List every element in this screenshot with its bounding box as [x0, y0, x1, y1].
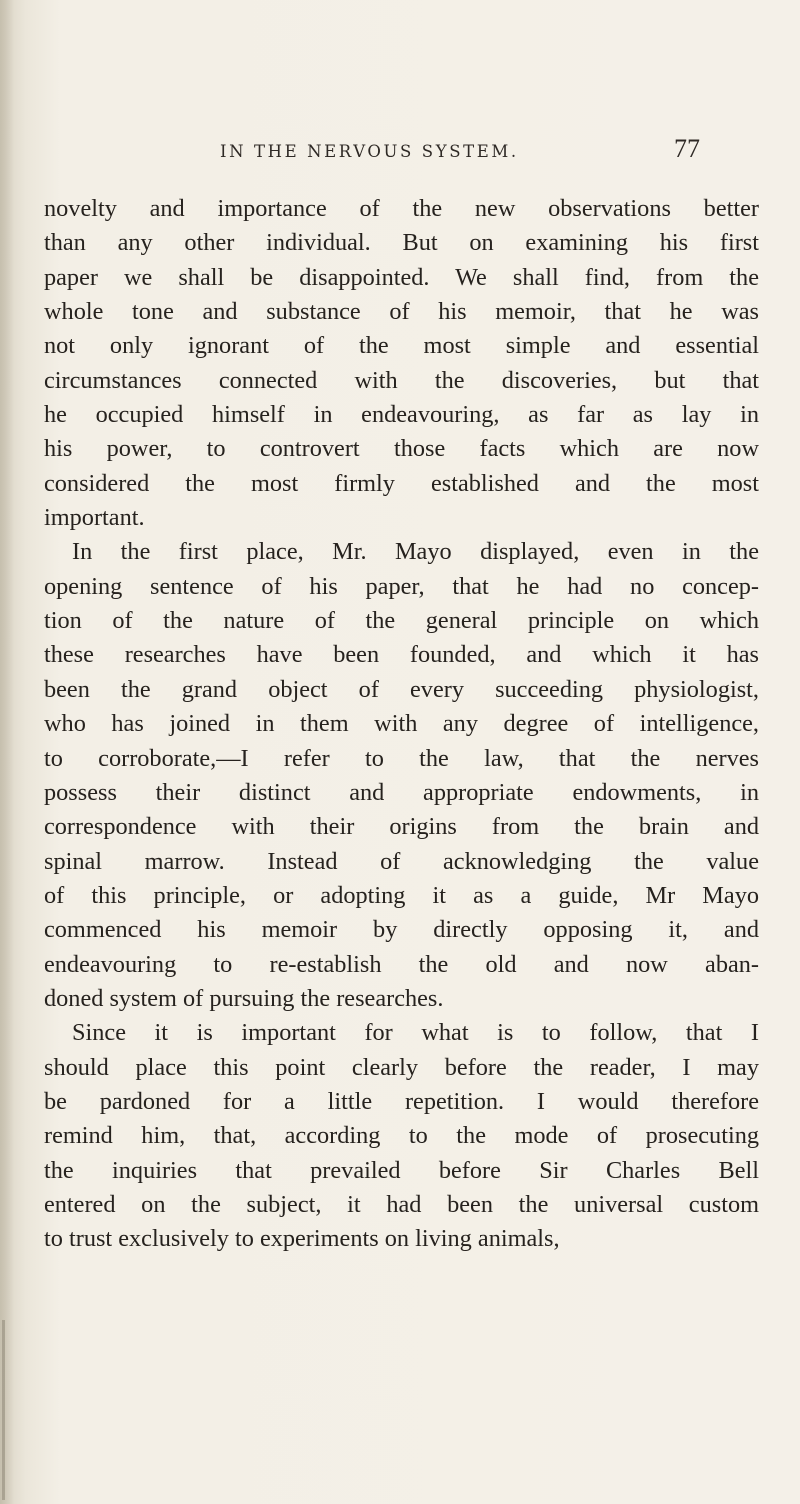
- text-line: to corroborate,—I refer to the law, that the nerves: [44, 744, 759, 772]
- binding-mark: [2, 1320, 5, 1500]
- text-line: possess their distinct and appropriate endowments, in: [44, 778, 759, 806]
- text-line: endeavouring to re-establish the old and now aban-: [44, 950, 759, 978]
- text-line: his power, to controvert those facts which are now: [44, 435, 759, 463]
- text-line: important.: [44, 504, 145, 532]
- running-head: [180, 134, 700, 166]
- text-line: tion of the nature of the general principle on which: [44, 607, 759, 635]
- gutter-shadow: [0, 0, 14, 1504]
- text-line: novelty and importance of the new observations better: [44, 195, 759, 222]
- text-line: spinal marrow. Instead of acknowledging the value: [44, 847, 759, 875]
- text-line: be pardoned for a little repetition. I would therefore: [44, 1087, 759, 1115]
- text-line: of this principle, or adopting it as a guide, Mr Mayo: [44, 881, 759, 909]
- text-line: correspondence with their origins from the brain and: [44, 813, 759, 841]
- text-line: these researches have been founded, and which it has: [44, 641, 759, 669]
- text-line: than any other individual. But on examining his first: [44, 229, 759, 257]
- text-line: to trust exclusively to experiments on living animals,: [44, 1225, 560, 1253]
- text-line: paper we shall be disappointed. We shall find, from the: [44, 263, 759, 291]
- text-line: the inquiries that prevailed before Sir Charles Bell: [44, 1156, 759, 1184]
- text-line: entered on the subject, it had been the universal custom: [44, 1190, 759, 1218]
- paragraph-start-line: In the first place, Mr. Mayo displayed, even in the: [72, 538, 759, 566]
- text-line: doned system of pursuing the researches.: [44, 984, 444, 1012]
- paragraph-start-line: Since it is important for what is to follow, that I: [72, 1019, 759, 1047]
- text-line: circumstances connected with the discoveries, but that: [44, 366, 759, 394]
- text-line: he occupied himself in endeavouring, as far as lay in: [44, 401, 759, 429]
- text-line: considered the most firmly established and the most: [44, 469, 759, 497]
- text-line: opening sentence of his paper, that he had no concep-: [44, 572, 759, 600]
- text-line: should place this point clearly before the reader, I may: [44, 1053, 759, 1081]
- page-number: 77: [674, 134, 700, 163]
- body-text: [44, 192, 759, 1257]
- running-title: IN THE NERVOUS SYSTEM.: [220, 142, 519, 161]
- text-line: not only ignorant of the most simple and essential: [44, 332, 759, 360]
- text-line: been the grand object of every succeeding physiologist,: [44, 675, 759, 703]
- text-line: remind him, that, according to the mode of prosecuting: [44, 1122, 759, 1150]
- text-line: commenced his memoir by directly opposing it, and: [44, 916, 759, 944]
- text-line: who has joined in them with any degree of intelligence,: [44, 710, 759, 738]
- text-line: whole tone and substance of his memoir, that he was: [44, 298, 759, 326]
